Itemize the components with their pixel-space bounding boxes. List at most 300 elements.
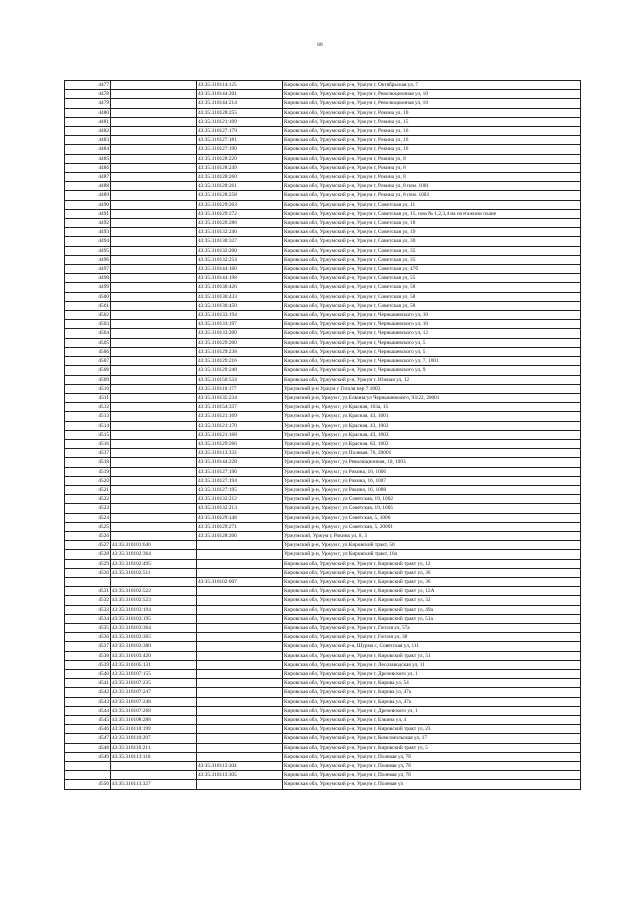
prior-cadastral-number (111, 347, 197, 356)
table-row (65, 706, 581, 715)
row-number: 4532 (65, 596, 111, 605)
table-row (65, 642, 581, 651)
prior-cadastral-number (111, 200, 197, 209)
address: Кировская обл, Уржумский р-н, Уржум г, Чернышевского ул, 10 (283, 311, 581, 320)
address: Кировская обл, Уржумский р-н, Уржум г, Рокина ул, 8 (283, 173, 581, 182)
table-row (65, 338, 581, 347)
address: Кировская обл, Уржумский р-н, Уржум г, Советская ул, 58 (283, 292, 581, 301)
address: Кировская обл, Уржумский р-н, Уржум г, Советская ул, 35 (283, 255, 581, 264)
address: Уржумский р-н, Уржум г, ул Рокина, 16, 1008 (283, 485, 581, 494)
prior-cadastral-number (111, 771, 197, 780)
prior-cadastral-number (111, 117, 197, 126)
cadastral-number: 43:35:310150:534 (197, 375, 283, 384)
table-row (65, 670, 581, 679)
table-row (65, 743, 581, 752)
address: Кировская обл, Уржумский р-н, Уржум г, Чернышевского ул, 12 (283, 329, 581, 338)
table-row (65, 716, 581, 725)
prior-cadastral-number (111, 292, 197, 301)
prior-cadastral-number: 43:35:310107:235 (111, 679, 197, 688)
prior-cadastral-number: 43:35:310107:248 (111, 697, 197, 706)
prior-cadastral-number (111, 495, 197, 504)
prior-cadastral-number (111, 577, 197, 586)
cadastral-number: 43:35:310128:258 (197, 191, 283, 200)
cadastral-number: 43:35:310113:333 (197, 449, 283, 458)
table-row (65, 154, 581, 163)
address: Кировская обл, Уржумский р-н, Уржум г, Кировский тракт ул, 12 (283, 559, 581, 568)
cadastral-number (197, 688, 283, 697)
row-number: 4499 (65, 283, 111, 292)
cadastral-number (197, 670, 283, 679)
table-row (65, 780, 581, 789)
prior-cadastral-number: 43:35:310102:364 (111, 550, 197, 559)
prior-cadastral-number (111, 246, 197, 255)
address: Кировская обл, Уржумский р-н, Уржум г, Советская ул, 18 (283, 219, 581, 228)
cadastral-number (197, 780, 283, 789)
row-number: 4500 (65, 292, 111, 301)
address: Кировская обл, Уржумский р-н, Уржум г, Дрелевского ул, 1 (283, 706, 581, 715)
table-row (65, 384, 581, 393)
row-number: 4543 (65, 697, 111, 706)
table-row (65, 403, 581, 412)
row-number: 4517 (65, 449, 111, 458)
table-row (65, 366, 581, 375)
cadastral-number (197, 706, 283, 715)
address: Кировская обл, Уржумский р-н, Уржум г, Полевая ул, 7б (283, 762, 581, 771)
address: Уржумский р-н Уржум г Гоголя пер 7 1003 (283, 384, 581, 393)
cadastral-number (197, 614, 283, 623)
prior-cadastral-number: 43:35:310102:523 (111, 596, 197, 605)
row-number: 4537 (65, 642, 111, 651)
address: Кировская обл, Уржумский р-н, Уржум г, Кировский тракт ул, 5 (283, 743, 581, 752)
cadastral-number (197, 596, 283, 605)
row-number (65, 577, 111, 586)
cadastral-number (197, 605, 283, 614)
prior-cadastral-number (111, 338, 197, 347)
table-row (65, 265, 581, 274)
table-row (65, 283, 581, 292)
row-number: 4481 (65, 117, 111, 126)
row-number: 4477 (65, 81, 111, 90)
address: Кировская обл, Уржумский р-н, Уржум г, Чернышевского ул, 9 (283, 366, 581, 375)
row-number: 4521 (65, 485, 111, 494)
prior-cadastral-number (111, 329, 197, 338)
row-number: 4530 (65, 568, 111, 577)
address: Уржумский р-н, Уржум г, ул Кировский тракт, 50 (283, 541, 581, 550)
prior-cadastral-number (111, 421, 197, 430)
address: Уржумский р-н, Уржум г, ул Советская, 5, 1006 (283, 513, 581, 522)
row-number: 4495 (65, 246, 111, 255)
table-row (65, 688, 581, 697)
address: Кировская обл, Уржумский р-н, Уржум г, Полевая ул, 7б (283, 752, 581, 761)
table-row (65, 439, 581, 448)
prior-cadastral-number (111, 237, 197, 246)
address: Кировская обл, Уржумский р-н, Уржум г, Рокина ул, 8 (283, 154, 581, 163)
row-number: 4496 (65, 255, 111, 264)
address: Уржумский р-н, Уржум г, ул Полевая, 76, 20001 (283, 449, 581, 458)
prior-cadastral-number (111, 265, 197, 274)
address: Уржумский р-н, Уржум г, ул Советская, 19, 1005 (283, 504, 581, 513)
cadastral-number: 43:35:310129:271 (197, 522, 283, 531)
cadastral-number: 43:35:310129:248 (197, 366, 283, 375)
row-number: 4482 (65, 127, 111, 136)
table-row (65, 421, 581, 430)
cadastral-number: 43:35:310128:255 (197, 108, 283, 117)
address: Уржумский р-н, Уржум г, ул Советская, 5, 20001 (283, 522, 581, 531)
table-row (65, 660, 581, 669)
table-row (65, 614, 581, 623)
row-number: 4515 (65, 430, 111, 439)
table-row (65, 173, 581, 182)
prior-cadastral-number (111, 504, 197, 513)
cadastral-number: 43:35:310127:181 (197, 136, 283, 145)
address: Кировская обл, Уржумский р-н, Уржум г, Революционная ул, 10 (283, 99, 581, 108)
prior-cadastral-number: 43:35:310113:327 (111, 780, 197, 789)
table-row (65, 458, 581, 467)
cadastral-number: 43:35:310121:169 (197, 412, 283, 421)
table-row (65, 108, 581, 117)
address: Кировская обл, Уржумский р-н, Уржум г, Советская ул, 55 (283, 274, 581, 283)
row-number: 4546 (65, 725, 111, 734)
prior-cadastral-number: 43:35:310110:199 (111, 725, 197, 734)
prior-cadastral-number: 43:35:310107:155 (111, 670, 197, 679)
row-number: 4523 (65, 504, 111, 513)
prior-cadastral-number (111, 209, 197, 218)
prior-cadastral-number (111, 522, 197, 531)
table-row (65, 136, 581, 145)
prior-cadastral-number (111, 403, 197, 412)
prior-cadastral-number (111, 228, 197, 237)
row-number: 4549 (65, 752, 111, 761)
cadastral-number: 43:35:310127:190 (197, 145, 283, 154)
cadastral-number (197, 734, 283, 743)
address: Кировская обл, Уржумский р-н, Уржум г, Советская ул, 35 (283, 246, 581, 255)
cadastral-number (197, 752, 283, 761)
row-number: 4548 (65, 743, 111, 752)
address: Кировская обл, Уржумский р-н, Уржум г, Рокина ул, 8 пом. 1001 (283, 182, 581, 191)
table-row (65, 274, 581, 283)
row-number: 4497 (65, 265, 111, 274)
cadastral-number: 43:35:310130:450 (197, 301, 283, 310)
row-number: 4545 (65, 716, 111, 725)
row-number: 4490 (65, 200, 111, 209)
table-row (65, 292, 581, 301)
table-row (65, 651, 581, 660)
prior-cadastral-number: 43:35:310102:495 (111, 559, 197, 568)
table-row (65, 476, 581, 485)
row-number: 4509 (65, 375, 111, 384)
address: Кировская обл, Уржумский р-н, Уржум г, Чернышевского ул, 5 (283, 347, 581, 356)
prior-cadastral-number: 43:35:310103:195 (111, 614, 197, 623)
address: Уржумский р-н, Уржум г, ул Красная, 43, 1001 (283, 412, 581, 421)
row-number: 4535 (65, 623, 111, 632)
table-row (65, 752, 581, 761)
table-row (65, 200, 581, 209)
prior-cadastral-number: 43:35:310110:211 (111, 743, 197, 752)
table-row (65, 577, 581, 586)
table-row (65, 550, 581, 559)
row-number: 4513 (65, 412, 111, 421)
cadastral-number (197, 679, 283, 688)
row-number: 4506 (65, 347, 111, 356)
prior-cadastral-number (111, 108, 197, 117)
table-row (65, 449, 581, 458)
prior-cadastral-number (111, 154, 197, 163)
table-row (65, 191, 581, 200)
address: Уржумский р-н, Уржум г, ул Красная, 82, 1002 (283, 439, 581, 448)
table-row (65, 467, 581, 476)
table-row (65, 771, 581, 780)
table-row (65, 145, 581, 154)
row-number: 4504 (65, 329, 111, 338)
cadastral-number (197, 660, 283, 669)
registry-table (64, 80, 581, 790)
table-row (65, 320, 581, 329)
table-row (65, 228, 581, 237)
cadastral-number: 43:35:310127:196 (197, 467, 283, 476)
table-row (65, 531, 581, 540)
prior-cadastral-number (111, 762, 197, 771)
row-number: 4536 (65, 633, 111, 642)
address: Кировская обл, Уржумский р-н, Уржум г, Полевая ул (283, 780, 581, 789)
address: Кировская обл, Уржумский р-н, Уржум г, Кирова ул, 54 (283, 679, 581, 688)
row-number: 4522 (65, 495, 111, 504)
row-number: 4518 (65, 458, 111, 467)
row-number: 4489 (65, 191, 111, 200)
row-number: 4503 (65, 320, 111, 329)
cadastral-number (197, 550, 283, 559)
address: Уржумский р-н, Уржум г, ул Елкина/ул Чернышевского, 93/22, 20001 (283, 393, 581, 402)
address: Кировская обл, Уржумский р-н, Уржум г, Советская ул, 19 (283, 228, 581, 237)
cadastral-number: 43:35:310129:272 (197, 209, 283, 218)
table-row (65, 734, 581, 743)
prior-cadastral-number (111, 127, 197, 136)
cadastral-number: 43:35:310129:216 (197, 357, 283, 366)
cadastral-number: 43:35:310102:607 (197, 577, 283, 586)
cadastral-number: 43:35:310144:198 (197, 274, 283, 283)
table-row (65, 255, 581, 264)
table-row (65, 596, 581, 605)
address: Кировская обл, Уржумский р-н, Уржум г, Лесозаводская ул, 11 (283, 660, 581, 669)
row-number (65, 762, 111, 771)
prior-cadastral-number: 43:35:310103:365 (111, 633, 197, 642)
address: Кировская обл, Уржумский р-н, Уржум г, Рокина ул, 16 (283, 145, 581, 154)
address: Кировская обл, Уржумский р-н, Уржум г, Кировский тракт ул, 36 (283, 577, 581, 586)
table-row (65, 357, 581, 366)
row-number: 4544 (65, 706, 111, 715)
address: Кировская обл, Уржумский р-н, Уржум г, Рокина ул, 15 (283, 117, 581, 126)
table-row (65, 117, 581, 126)
address: Кировская обл, Уржумский р-н, Уржум г, Рокина ул, 8 (283, 163, 581, 172)
row-number (65, 771, 111, 780)
address: Кировская обл, Уржумский р-н, Уржум г, Кирова ул, 47а (283, 688, 581, 697)
prior-cadastral-number: 43:35:310102:511 (111, 568, 197, 577)
address: Кировская обл, Уржумский р-н, Уржум г, Гоголя ул, 38 (283, 633, 581, 642)
address: Кировская обл, Уржумский р-н, Уржум г, Гоголя ул, 57а (283, 623, 581, 632)
cadastral-number: 43:35:310113:304 (197, 762, 283, 771)
address: Кировская обл, Уржумский р-н, Уржум г, Чернышевского ул, 5 (283, 338, 581, 347)
table-row (65, 81, 581, 90)
prior-cadastral-number: 43:35:310102:522 (111, 587, 197, 596)
cadastral-number: 43:35:310132:213 (197, 504, 283, 513)
cadastral-number: 43:35:310128:220 (197, 154, 283, 163)
prior-cadastral-number (111, 375, 197, 384)
cadastral-number: 43:35:310129:148 (197, 513, 283, 522)
row-number: 4526 (65, 531, 111, 540)
prior-cadastral-number (111, 412, 197, 421)
row-number: 4491 (65, 209, 111, 218)
address: Кировская обл, Уржумский р-н, Уржум г, Советская ул, 30 (283, 237, 581, 246)
cadastral-number (197, 642, 283, 651)
table-row (65, 375, 581, 384)
cadastral-number: 43:35:310144:228 (197, 458, 283, 467)
prior-cadastral-number (111, 136, 197, 145)
cadastral-number: 43:35:310110:177 (197, 384, 283, 393)
table-row (65, 504, 581, 513)
table-row (65, 513, 581, 522)
prior-cadastral-number: 43:35:310103:420 (111, 651, 197, 660)
table-row (65, 697, 581, 706)
cadastral-number: 43:35:310132:200 (197, 246, 283, 255)
page-number: 68 (317, 42, 323, 48)
prior-cadastral-number (111, 476, 197, 485)
cadastral-number (197, 743, 283, 752)
prior-cadastral-number (111, 301, 197, 310)
row-number: 4540 (65, 670, 111, 679)
prior-cadastral-number (111, 430, 197, 439)
table-row (65, 246, 581, 255)
prior-cadastral-number (111, 163, 197, 172)
table-row (65, 209, 581, 218)
address: Кировская обл, Уржумский р-н, Уржум г, Советская ул, 15, пом № 1,2,3,4 на поэтажном плане (283, 209, 581, 218)
address: Кировская обл, Уржумский р-н, Уржум г, Советская ул, 47б (283, 265, 581, 274)
prior-cadastral-number (111, 90, 197, 99)
row-number: 4505 (65, 338, 111, 347)
row-number: 4533 (65, 605, 111, 614)
prior-cadastral-number (111, 81, 197, 90)
cadastral-number: 43:35:310130:327 (197, 237, 283, 246)
row-number: 4527 (65, 541, 111, 550)
prior-cadastral-number: 43:35:310107:268 (111, 706, 197, 715)
address: Кировская обл, Уржумский р-н, Уржум г, Рокина ул, 16 (283, 127, 581, 136)
table-row (65, 393, 581, 402)
address: Кировская обл, Уржумский р-н, Уржум г, Рокина ул, 16 (283, 136, 581, 145)
cadastral-number: 43:35:310133:194 (197, 311, 283, 320)
row-number: 4484 (65, 145, 111, 154)
prior-cadastral-number: 43:35:310103:194 (111, 605, 197, 614)
row-number: 4494 (65, 237, 111, 246)
cadastral-number (197, 633, 283, 642)
cadastral-number: 43:35:310144:160 (197, 265, 283, 274)
table-row (65, 522, 581, 531)
table-row (65, 633, 581, 642)
cadastral-number (197, 568, 283, 577)
table-row (65, 587, 581, 596)
row-number: 4488 (65, 182, 111, 191)
cadastral-number: 43:35:310128:260 (197, 173, 283, 182)
table-row (65, 301, 581, 310)
prior-cadastral-number: 43:35:310108:288 (111, 716, 197, 725)
row-number: 4508 (65, 366, 111, 375)
address: Кировская обл, Уржумский р-н, Уржум г, Кировский тракт ул, 36 (283, 568, 581, 577)
table-row (65, 495, 581, 504)
address: Кировская обл, Уржумский р-н, Уржум г, Рокина ул, 10 (283, 108, 581, 117)
prior-cadastral-number (111, 513, 197, 522)
address: Уржумский, Уржум г, Рокина ул, 8, 3 (283, 531, 581, 540)
cadastral-number: 43:35:310121:109 (197, 117, 283, 126)
cadastral-number: 43:35:310121:168 (197, 430, 283, 439)
address: Уржумский р-н, Уржум г, ул Кировский тракт, 10а (283, 550, 581, 559)
row-number: 4531 (65, 587, 111, 596)
address: Уржумский р-н, Уржум г, ул Рокина, 16, 1007 (283, 476, 581, 485)
address: Кировская обл, Уржумский р-н, Уржум г, Революционная ул, 10 (283, 90, 581, 99)
cadastral-number: 43:35:310128:261 (197, 182, 283, 191)
row-number: 4498 (65, 274, 111, 283)
row-number: 4519 (65, 467, 111, 476)
prior-cadastral-number: 43:35:310105:131 (111, 660, 197, 669)
prior-cadastral-number (111, 485, 197, 494)
row-number: 4512 (65, 403, 111, 412)
address: Кировская обл, Уржумский р-н, Уржум г, Кировский тракт ул, 49а (283, 605, 581, 614)
address: Кировская обл, Уржумский р-н, Уржум г, Кировский тракт ул, 51 (283, 651, 581, 660)
row-number: 4514 (65, 421, 111, 430)
cadastral-number: 43:35:310129:238 (197, 347, 283, 356)
cadastral-number (197, 651, 283, 660)
address: Уржумский р-н, Уржум г, ул Красная, 43, 1002 (283, 421, 581, 430)
row-number: 4479 (65, 99, 111, 108)
address: Уржумский р-н, Уржум г, ул Рокина, 16, 1006 (283, 467, 581, 476)
row-number: 4529 (65, 559, 111, 568)
cadastral-number: 43:35:310154:337 (197, 403, 283, 412)
row-number: 4539 (65, 660, 111, 669)
table-row (65, 412, 581, 421)
table-row (65, 219, 581, 228)
table-row (65, 541, 581, 550)
row-number: 4525 (65, 522, 111, 531)
row-number: 4550 (65, 780, 111, 789)
table-row (65, 430, 581, 439)
row-number: 4520 (65, 476, 111, 485)
address: Кировская обл, Уржумский р-н, Уржум г, Кировский тракт ул, 12А (283, 587, 581, 596)
table-row (65, 237, 581, 246)
cadastral-number: 43:35:310129:200 (197, 338, 283, 347)
table-row (65, 605, 581, 614)
cadastral-number: 43:35:310144:201 (197, 90, 283, 99)
row-number: 4485 (65, 154, 111, 163)
prior-cadastral-number (111, 384, 197, 393)
row-number: 4507 (65, 357, 111, 366)
row-number: 4541 (65, 679, 111, 688)
table-row (65, 329, 581, 338)
row-number: 4534 (65, 614, 111, 623)
prior-cadastral-number (111, 182, 197, 191)
row-number: 4483 (65, 136, 111, 145)
prior-cadastral-number (111, 99, 197, 108)
prior-cadastral-number: 43:35:310110:207 (111, 734, 197, 743)
prior-cadastral-number (111, 357, 197, 366)
table-row (65, 485, 581, 494)
table-row (65, 182, 581, 191)
row-number: 4542 (65, 688, 111, 697)
row-number: 4516 (65, 439, 111, 448)
cadastral-number: 43:35:310128:206 (197, 531, 283, 540)
table-row (65, 762, 581, 771)
cadastral-number: 43:35:310132:240 (197, 228, 283, 237)
prior-cadastral-number (111, 439, 197, 448)
prior-cadastral-number (111, 255, 197, 264)
address: Кировская обл, Уржумский р-н, Уржум г, Елкина ул, 4 (283, 716, 581, 725)
cadastral-number: 43:35:310127:179 (197, 127, 283, 136)
row-number: 4511 (65, 393, 111, 402)
